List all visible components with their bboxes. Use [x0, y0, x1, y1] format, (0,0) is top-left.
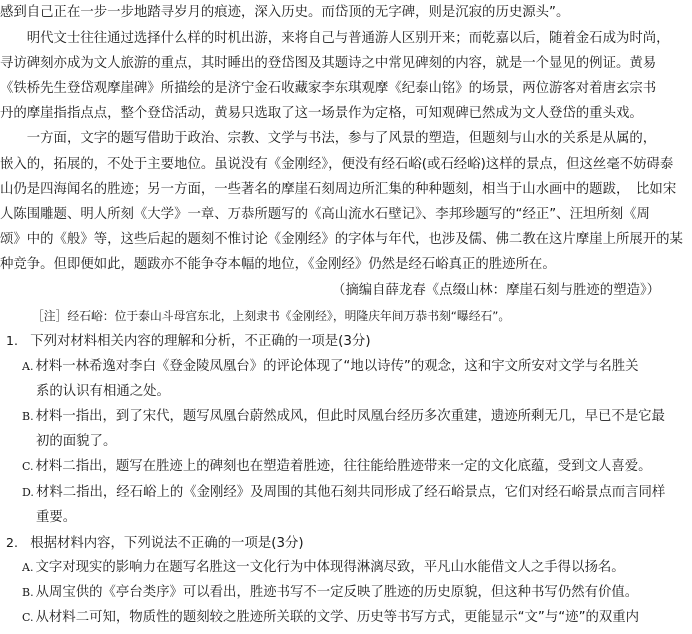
option-c: [22, 458, 652, 476]
option-letter: D.: [22, 486, 34, 499]
footnote: ［注］经石峪：位于泰山斗母宫东北，上刻隶书《金刚经》，明隆庆年间万恭书刻“曝经石”。: [32, 309, 511, 323]
option-a-continued: 系的认识有相通之处。: [36, 384, 170, 399]
option-b: [22, 584, 638, 602]
option-b-continued: 初的面貌了。: [36, 434, 117, 449]
option-c: [22, 609, 639, 627]
option-letter: C.: [22, 611, 34, 624]
option-text: 材料二指出，经石峪上的《金刚经》及周围的其他石刻共同形成了经石峪景点，它们对经石峪景点而言同样: [35, 485, 666, 500]
option-letter: B.: [22, 410, 34, 423]
option-text: 文字对现实的影响力在题写名胜这一文化行为中体现得淋漓尽致，平凡山水能借文人之手得以扬名。: [35, 560, 625, 575]
passage-line: 明代文士往往通过选择什么样的时机出游，来将自己与普通游人区别开来；而乾嘉以后，随着金石成为时尚，: [0, 31, 670, 46]
option-d: [22, 484, 665, 502]
question-stem: 根据材料内容，下列说法不正确的一项是(3分): [30, 536, 304, 551]
option-a: [22, 559, 625, 577]
option-letter: A.: [22, 561, 34, 574]
passage-line: 颂》中的《般》等，这些后起的题刻不惟讨论《金刚经》的字体与年代，也涉及儒、佛二教在这片摩崖上所展开的某: [0, 232, 683, 247]
option-letter: C.: [22, 460, 34, 473]
option-text: 从周宝供的《亭台类序》可以看出，胜迹书写不一定反映了胜迹的历史原貌，但这种书写仍然有价值。: [35, 585, 639, 600]
passage-line: 山仍是四海闻名的胜迹；另一方面，一些著名的摩崖石刻周边所汇集的种种题刻，相当于山水画中的题跋， 比如宋: [0, 182, 677, 197]
passage-line: 寻访碑刻亦成为文人旅游的重点，其时睡出的登岱图及其题诗之中常见碑刻的内容，就是一个显见的例证。黄易: [0, 56, 657, 71]
passage-line: 丹的摩崖指指点点，整个登岱活动，黄易只选取了这一场景作为定格，可知观碑已然成为文人登岱的重头戏。: [0, 106, 643, 121]
option-b: [22, 408, 665, 426]
source-citation: （摘编自薛龙春《点缀山林：摩崖石刻与胜迹的塑造》）: [332, 283, 661, 298]
passage-line: 人陈围雕题、明人所刻《大学》一章、万恭所题写的《高山流水石壁记》、李邦珍题写的“经正”、汪坦所刻《周: [0, 207, 650, 222]
question-number: 2.: [6, 535, 18, 550]
passage-line: 感到自己正在一步一步地踏寻岁月的痕迹，深入历史。而岱顶的无字碑，则是沉寂的历史源头”。: [0, 5, 570, 20]
option-letter: A.: [22, 360, 34, 373]
option-text: 材料一指出，到了宋代，题写凤凰台蔚然成风，但此时凤凰台经历多次重建，遗迹所剩无几，早已不是它最: [35, 409, 665, 424]
question-number: 1.: [6, 333, 18, 348]
passage-line: 嵌入的，拓展的，不处于主要地位。虽说没有《金刚经》，便没有经石峪(或石经峪)这样的景点，但这丝毫不妨碍泰: [0, 157, 674, 172]
passage-line: 一方面，文字的题写借助于政治、宗教、文学与书法，参与了风景的塑造，但题刻与山水的关系是从属的，: [0, 131, 657, 146]
question-stem: 下列对材料相关内容的理解和分析，不正确的一项是(3分): [30, 334, 371, 349]
option-letter: B.: [22, 586, 34, 599]
passage-line: 种竞争。但即便如此，题跋亦不能争夺本幅的地位，《金刚经》仍然是经石峪真正的胜迹所在。: [0, 257, 556, 272]
option-text: 材料一林希逸对李白《登金陵凤凰台》的评论体现了“地以诗传”的观念，这和宇文所安对文学与名胜关: [35, 359, 639, 374]
option-a: [22, 358, 639, 376]
option-text: 从材料二可知，物质性的题刻较之胜迹所关联的文学、历史等书写方式，更能显示“文”与“迹”的双重内: [35, 610, 640, 625]
passage-line: 《铁桥先生登岱观摩崖碑》所描绘的是济宁金石收藏家李东琪观摩《纪泰山铭》的场景，两位游客对着唐玄宗书: [0, 81, 657, 96]
option-text: 材料二指出，题写在胜迹上的碑刻也在塑造着胜迹，往往能给胜迹带来一定的文化底蕴，受到文人喜爱。: [35, 459, 652, 474]
option-d-continued: 重要。: [36, 510, 77, 525]
